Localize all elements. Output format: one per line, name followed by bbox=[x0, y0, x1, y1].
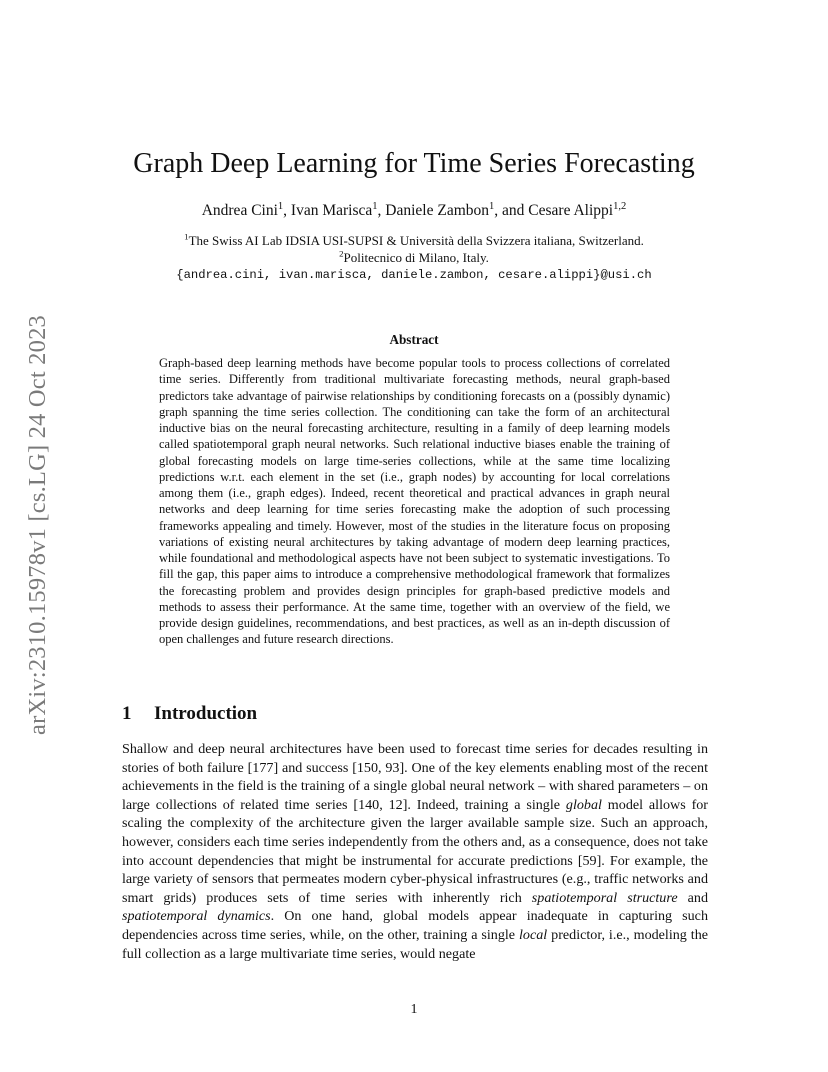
page-number: 1 bbox=[410, 1002, 418, 1017]
author-separator: , bbox=[283, 202, 291, 219]
author-affiliation-mark: 1 bbox=[372, 200, 378, 212]
author-affiliation-mark: 1 bbox=[277, 200, 284, 212]
section-heading bbox=[122, 703, 257, 725]
intro-text: and bbox=[677, 889, 708, 906]
section-title: Introduction bbox=[154, 703, 258, 724]
intro-text: . On one hand, global models appear inadequate in capturing such dependencies across time series, while, on the other, training a single bbox=[122, 908, 708, 943]
paper-title: Graph Deep Learning for Time Series Forecasting bbox=[133, 148, 695, 179]
author-affiliation-mark: 1,2 bbox=[613, 200, 627, 212]
author-emails: {andrea.cini, ivan.marisca, daniele.zambon, cesare.alippi}@usi.ch bbox=[176, 268, 652, 282]
author-name: Andrea Cini bbox=[201, 202, 278, 219]
introduction-paragraph bbox=[122, 740, 708, 963]
author-separator: , and bbox=[494, 202, 529, 219]
affiliation-text: Politecnico di Milano, Italy. bbox=[343, 250, 489, 265]
intro-emphasis: local bbox=[519, 926, 548, 943]
intro-emphasis: spatiotemporal structure bbox=[531, 889, 678, 906]
intro-emphasis: global bbox=[565, 796, 602, 813]
author-list bbox=[0, 202, 828, 220]
affiliation-mark: 2 bbox=[339, 248, 344, 259]
intro-text: model allows for scaling the complexity of the architecture given the larger available sample size. Such an approach, however, considers each time series independently from the others and, as a consequence, does not take into account dependencies that might be instrumental for accurate predictions [59]. For example, the large variety of sensors that permeates modern cyber-physical infrastructures (e.g., traffic networks and smart grids) produces sets of time series with inherently rich bbox=[122, 796, 708, 906]
intro-text: Shallow and deep neural architectures have been used to forecast time series for decades resulting in stories of both failure [177] and success [150, 93]. One of the key elements enabling most of the recent achievements in the field is the training of a single global neural network – with shared parameters – on large collections of related time series [140, 12]. Indeed, training a single bbox=[122, 741, 708, 813]
affiliation-mark: 1 bbox=[184, 231, 189, 242]
intro-text: predictor, i.e., modeling the full collection as a large multivariate time series, would negate bbox=[122, 926, 709, 962]
author-affiliation-mark: 1 bbox=[489, 200, 495, 212]
author-separator: , bbox=[377, 202, 386, 219]
affiliation-text: The Swiss AI Lab IDSIA USI-SUPSI & Università della Svizzera italiana, Switzerland. bbox=[188, 233, 644, 248]
arxiv-sidebar bbox=[22, 290, 54, 760]
author-name: Cesare Alippi bbox=[528, 202, 614, 219]
section-number: 1 bbox=[122, 703, 132, 724]
affiliation-2 bbox=[0, 250, 828, 266]
author-name: Daniele Zambon bbox=[385, 202, 490, 219]
intro-emphasis: spatiotemporal dynamics bbox=[122, 908, 271, 925]
abstract-heading: Abstract bbox=[389, 332, 439, 347]
affiliation-1 bbox=[0, 233, 828, 249]
author-name: Ivan Marisca bbox=[290, 202, 373, 219]
arxiv-identifier: arXiv:2310.15978v1 [cs.LG] 24 Oct 2023 bbox=[24, 315, 52, 735]
abstract-body: Graph-based deep learning methods have become popular tools to process collections of correlated time series. Differently from traditional multivariate forecasting methods, neural graph-based predictors take advantage of pairwise relationships by conditioning forecasts on a (possibly dynamic) graph spanning the time series collection. The conditioning can take the form of an architectural inductive bias on the neural forecasting architecture, resulting in a family of deep learning models called spatiotemporal graph neural networks. Such relational inductive biases enable the training of global forecasting models on large time-series collections, while at the same time localizing predictions w.r.t. each element in the set (i.e., graph nodes) by accounting for local correlations among them (i.e., graph edges). Indeed, recent theoretical and practical advances in graph neural networks and deep learning for time series forecasting make the adoption of such processing frameworks appealing and timely. However, most of the studies in the literature focus on proposing variations of existing neural architectures by taking advantage of modern deep learning practices, while foundational and methodological aspects have not been subject to systematic investigations. To fill the gap, this paper aims to introduce a comprehensive methodological framework that formalizes the forecasting problem and provides design principles for graph-based predictive models and methods to assess their performance. At the same time, together with an overview of the field, we provide design guidelines, recommendations, and best practices, as well as an in-depth discussion of open challenges and future research directions. bbox=[159, 356, 670, 647]
